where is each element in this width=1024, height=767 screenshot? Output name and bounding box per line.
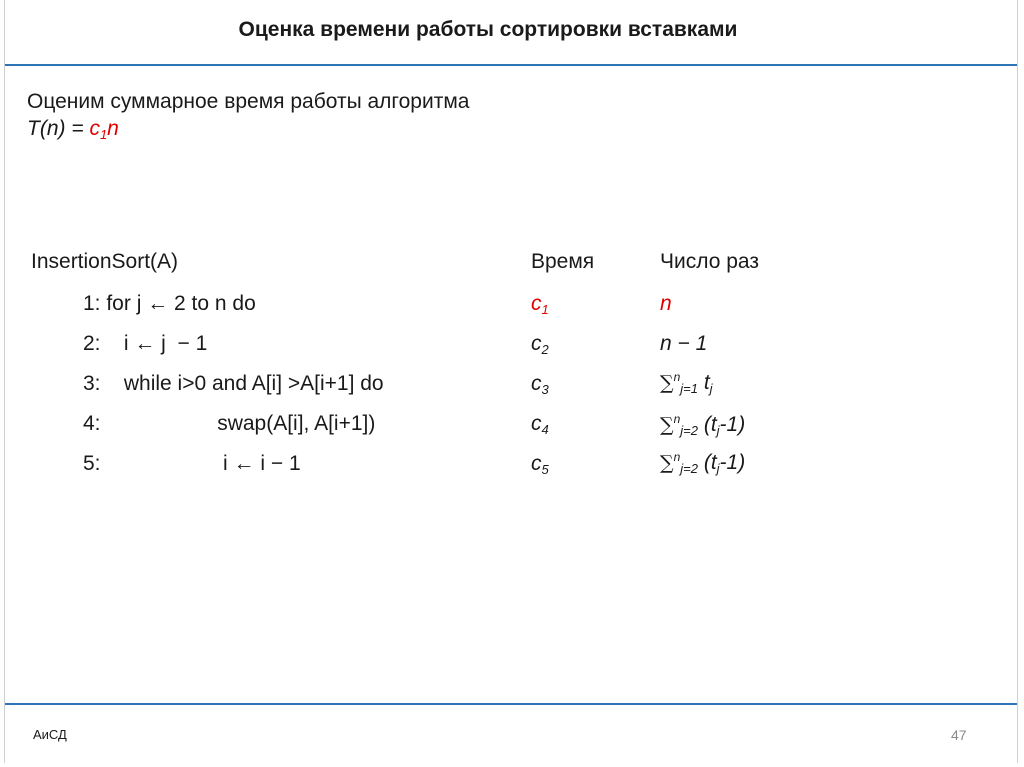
code-line-1: 1: for j ← 2 to n do: [83, 292, 256, 315]
sum-icon: ∑: [660, 414, 674, 436]
intro-block: [27, 88, 469, 148]
footer-label: АиСД: [33, 727, 67, 742]
slide-title: Оценка времени работы сортировки вставками: [238, 18, 738, 41]
time-cost-3: $c_3$: [531, 372, 549, 397]
code-line-2: 2: i ← j − 1: [83, 332, 208, 355]
sum-icon: ∑: [660, 372, 674, 394]
count-4: ∑$^n_{j=2}$ $(t_j-1)$: [660, 412, 746, 438]
top-rule: [5, 64, 1017, 66]
code-line-3: 3: while i>0 and A[i] >A[i+1] do: [83, 372, 384, 395]
formula-n: n: [107, 117, 119, 140]
formula: [27, 115, 469, 148]
count-1: n: [660, 292, 672, 315]
time-cost-1: $c_1$: [531, 292, 549, 317]
slide: [4, 0, 1018, 763]
count-5: ∑$^n_{j=2}$ $(t_j-1)$: [660, 450, 746, 476]
page-number: 47: [951, 727, 967, 743]
count-3: ∑$^n_{j=1}$ $t_j$: [660, 370, 713, 396]
algorithm-header: InsertionSort(A): [31, 250, 179, 273]
time-cost-4: $c_4$: [531, 412, 549, 437]
time-cost-2: $c_2$: [531, 332, 549, 357]
formula-c: $c_1$: [89, 117, 108, 142]
count-header: Число раз: [660, 250, 759, 273]
count-2: n − 1: [660, 332, 708, 355]
time-header: Время: [531, 250, 595, 273]
intro-line: Оценим суммарное время работы алгоритма: [27, 90, 470, 113]
code-line-5: 5: i ← i − 1: [83, 452, 301, 475]
sum-icon: ∑: [660, 452, 674, 474]
bottom-rule: [5, 703, 1017, 705]
time-cost-5: $c_5$: [531, 452, 549, 477]
code-line-4: 4: swap(A[i], A[i+1]): [83, 412, 376, 435]
formula-lhs: T(n) =: [27, 117, 84, 140]
